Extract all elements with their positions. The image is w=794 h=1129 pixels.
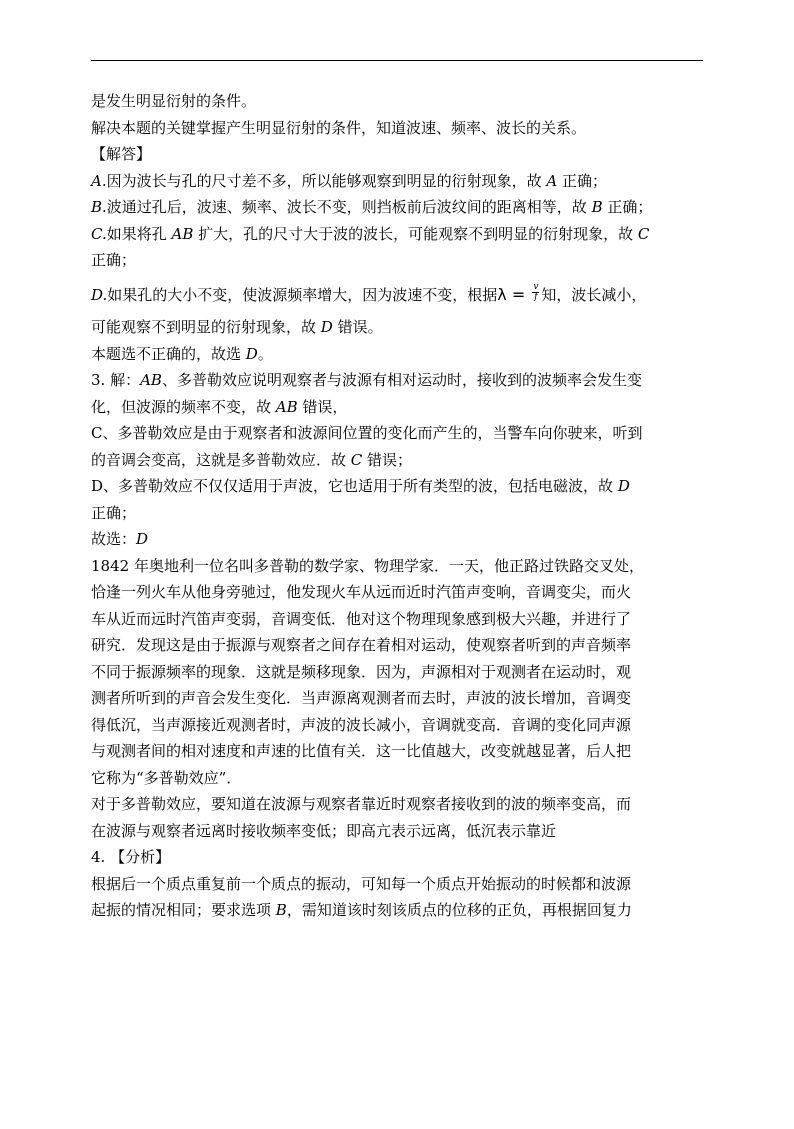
question-4-analysis-heading: 4. 【分析】 [91, 848, 171, 866]
answer-a: A.因为波长与孔的尺寸差不多，所以能够观察到明显的衍射现象，故 A 正确； [91, 171, 608, 190]
answer-b: B.波通过孔后，波速、频率、波长不变，则挡板前后波纹间的距离相等，故 B 正确； [91, 198, 653, 216]
text-line: 研究．发现这是由于振源与观察者之间存在着相对运动，使观察者听到的声音频率 [91, 636, 632, 654]
text-line: 正确； [91, 503, 137, 522]
text-line: 的音调会变高，这就是多普勒效应．故 C 错误； [91, 450, 413, 469]
text-line: 不同于振源频率的现象．这就是频移现象．因为，声源相对于观测者在运动时，观 [91, 662, 632, 681]
text-line: 是发生明显衍射的条件。 [91, 92, 257, 110]
text-line: 化，但波源的频率不变，故 AB 错误， [91, 397, 348, 416]
section-heading-answer: 【解答】 [91, 145, 152, 163]
text-line: 测者所听到的声音会发生变化．当声源离观测者而去时，声波的波长增加，音调变 [91, 689, 632, 707]
formula-fraction: $\frac{v}{f}$ [533, 282, 539, 302]
answer-d: D.如果孔的大小不变，使波源频率增大，因为波速不变，根据λ = $\frac{v}{f}$ 知，波长减小， [91, 282, 647, 304]
text-line: 恰逢一列火车从他身旁驰过，他发现火车从远而近时汽笛声变响，音调变尖，而火 [91, 583, 632, 601]
text-line: C、多普勒效应是由于观察者和波源间位置的变化而产生的，当警车向你驶来，听到 [91, 424, 643, 442]
text-line: 车从近而远时汽笛声变弱，音调变低．他对这个物理现象感到极大兴趣，并进行了 [91, 609, 632, 628]
document-body [91, 88, 703, 924]
text-line: 起振的情况相同；要求选项 B，需知道该时刻该质点的位移的正负，再根据回复力 [91, 901, 632, 919]
answer-c: C.如果将孔 AB 扩大，孔的尺寸大于波的波长，可能观察不到明显的衍射现象，故 C [91, 224, 650, 243]
header-rule [91, 60, 703, 61]
text-line: 解决本题的关键掌握产生明显衍射的条件，知道波速、频率、波长的关系。 [91, 118, 587, 137]
text-line: 本题选不正确的，故选 D。 [91, 344, 273, 363]
text-line: 正确； [91, 251, 137, 269]
text-line: D、多普勒效应不仅仅适用于声波，它也适用于所有类型的波，包括电磁波，故 D [91, 477, 630, 495]
question-3-solution: 3. 解：AB、多普勒效应说明观察者与波源有相对运动时，接收到的波频率会发生变 [91, 371, 642, 389]
text-line: 可能观察不到明显的衍射现象，故 D 错误。 [91, 318, 383, 336]
formula-lambda: λ = [497, 284, 531, 304]
text-line: 它称为“多普勒效应”． [91, 768, 242, 787]
text-line: 故选：D [91, 530, 149, 548]
text-line: 1842 年奥地利一位名叫多普勒的数学家、物理学家．一天，他正路过铁路交叉处， [91, 556, 644, 575]
text-line: 得低沉，当声源接近观测者时，声波的波长减小，音调就变高．音调的变化同声源 [91, 715, 632, 734]
text-line: 与观测者间的相对速度和声速的比值有关．这一比值越大，改变就越显著，后人把 [91, 742, 632, 760]
text-line: 在波源与观察者远离时接收频率变低；即高亢表示远离，低沉表示靠近 [91, 821, 557, 840]
text-line: 对于多普勒效应，要知道在波源与观察者靠近时观察者接收到的波的频率变高，而 [91, 795, 632, 813]
text-line: 根据后一个质点重复前一个质点的振动，可知每一个质点开始振动的时候都和波源 [91, 874, 632, 893]
